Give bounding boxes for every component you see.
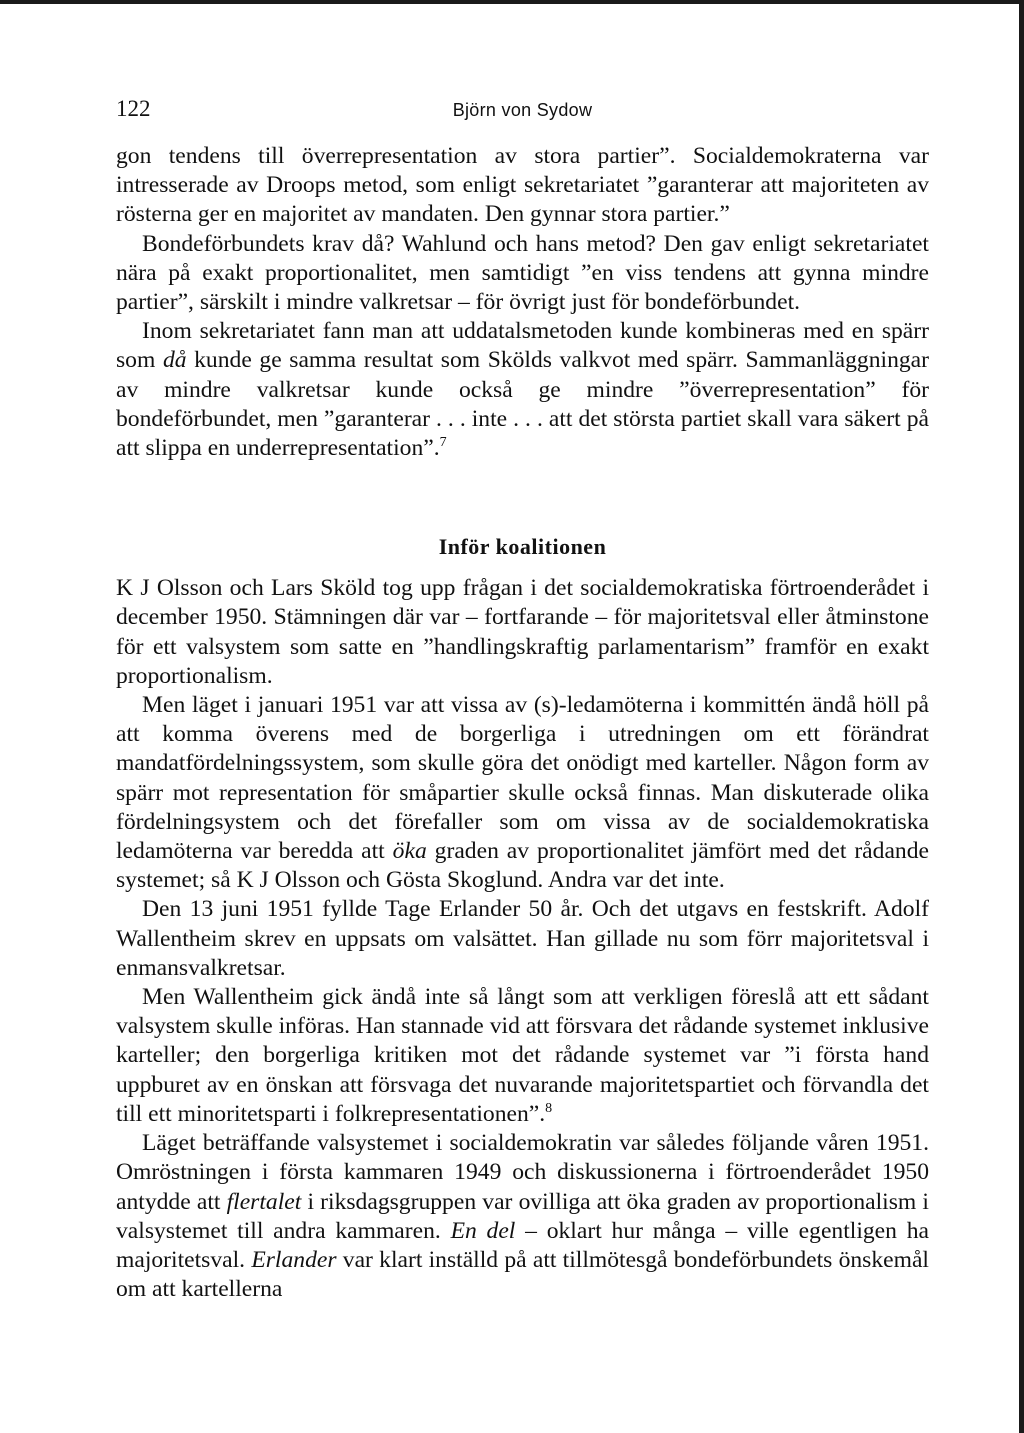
running-title: Björn von Sydow xyxy=(452,100,593,120)
paragraph: K J Olsson och Lars Sköld tog upp frågan i det socialdemokratiska förtroenderådet i december 1950. Stämningen där var – fortfarande – för majoritetsval eller åtminstone för ett valsystem som satte en ”handlingskraftig parlamentarism” framför en exakt proportionalism. xyxy=(116,575,929,689)
footnote-marker: 7 xyxy=(439,435,447,451)
running-head xyxy=(116,96,929,136)
emphasis: då xyxy=(162,347,187,374)
text-run: Men läget i januari 1951 var att vissa av (s)-ledamöterna i kommittén ändå höll på att komma överens med de borgerliga i utredningen om ett förändrat mandatfördelningssystem, som skulle göra det onödigt med karteller. Någon form av spärr mot representation för småpartier skulle också finnas. Man diskuterade olika fördelningsystem och det förefaller som om vissa av de socialdemokratiska ledamöterna var beredda att xyxy=(116,692,929,865)
text-run: Men Wallentheim gick ändå inte så långt som att verkligen föreslå att ett sådant valsystem skulle införas. Han stannade vid att försvara det rådande systemet inklusive karteller; den borgerliga kritiken mot det rådande systemet var ”i första hand uppburet av en önskan att försvaga det nuvarande majoritetspartiet och förvandla det till ett minoritetsparti i folkrepresentationen”. xyxy=(116,984,929,1127)
emphasis: En del xyxy=(450,1217,516,1244)
paragraph xyxy=(116,1129,929,1304)
section-1-body xyxy=(116,142,929,463)
section-heading: Inför koalitionen xyxy=(438,534,607,560)
scan-edge-right xyxy=(1019,0,1024,1433)
text-run: – oklart hur många – ville egentligen ha majoritetsval. xyxy=(116,1217,929,1273)
paragraph xyxy=(116,317,929,463)
book-page xyxy=(116,96,929,1304)
emphasis: Erlander xyxy=(251,1246,337,1273)
paragraph xyxy=(116,983,929,1129)
paragraph: Den 13 juni 1951 fyllde Tage Erlander 50 år. Och det utgavs en festskrift. Adolf Wallentheim skrev en uppsats om valsättet. Han gillade nu som förr majoritetsval i enmansvalkretsar. xyxy=(116,896,929,981)
page-number: 122 xyxy=(116,96,151,121)
emphasis: öka xyxy=(392,838,427,865)
paragraph xyxy=(116,691,929,895)
paragraph: gon tendens till överrepresentation av stora partier”. Socialdemokraterna var intresserade av Droops metod, som enligt sekretariatet ”garanterar att majoriteten av rösterna ger en majoritet av mandaten. Den gynnar stora partier.” xyxy=(116,143,929,228)
scan-edge-top xyxy=(0,0,1024,4)
paragraph: Bondeförbundets krav då? Wahlund och hans metod? Den gav enligt sekretariatet nära på exakt proportionalitet, men samtidigt ”en viss tendens att gynna mindre partier”, särskilt i mindre valkretsar – för övrigt just för bondeförbundet. xyxy=(116,230,929,316)
text-run: Läget beträffande valsystemet i socialdemokratin var således följande våren 1951. Omröstningen i första kammaren 1949 och diskussionerna i förtroenderådet 1950 antydde att xyxy=(116,1130,929,1215)
text-run: i riksdagsgruppen var ovilliga att öka graden av proportionalism i valsystemet till andra kammaren. xyxy=(116,1188,929,1244)
text-run: Inom sekretariatet fann man att uddatalsmetoden kunde kombineras med en spärr som xyxy=(116,318,929,374)
emphasis: flertalet xyxy=(226,1188,302,1215)
text-run: graden av proportionalitet jämfört med det rådande systemet; så K J Olsson och Gösta Skoglund. Andra var det inte. xyxy=(116,838,929,894)
text-run: kunde ge samma resultat som Skölds valkvot med spärr. Sammanläggningar av mindre valkretsar kunde också ge mindre ”överrepresentation” för bondeförbundet, men ”garanterar . . . inte . . . att det största partiet skall vara säkert på att slippa en underrepresentation”. xyxy=(116,347,929,462)
section-2-body xyxy=(116,574,929,1304)
footnote-marker: 8 xyxy=(545,1101,553,1117)
text-run: var klart inställd på att tillmötesgå bondeförbundets önskemål om att kartellerna xyxy=(116,1246,929,1303)
